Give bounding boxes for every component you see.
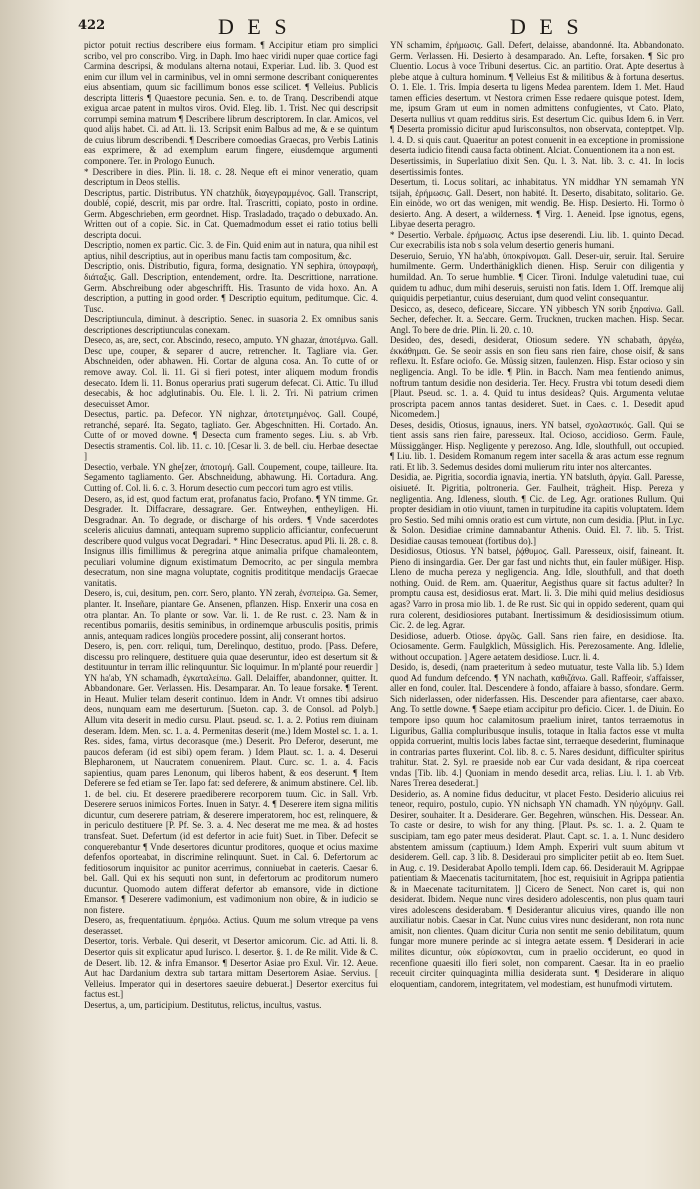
dictionary-entry: Desertus, a, um, participium. Destitutus, relictus, incultus, vastus.	[84, 999, 322, 1010]
dictionary-entry: Descriptiuncula, diminut. à descriptio. Senec. in suasoria 2. Ex omnibus sanis descriptiones descriptiunculas conexam.	[84, 314, 378, 335]
dictionary-entry: * Desertio. Verbale. ἐρήμωσις. Actus ipse deserendi. Liu. lib. 1. quinto Decad. Cur execrabilis ista nob s sola velum desertio generis humani.	[390, 229, 684, 251]
dictionary-entry: Desideo, des, desedi, desiderat, Otiosum sedere. ΥΝ schabath, ἀργέω, ἐκκάθημαι. Ge. Se seoir assis en son fieu sans rien faire, chose oisif, & sans reflexu. It. Esfare ociofo. Ge. Müssig sitzen, faulenzen. Hisp. Estar ocioso y sin negligencia. Angl. To be idle. ¶ Plin. in Bacch. Nam mea fentiendo animus, noftrum tantum desidie non desideria. Ter. Hecy. Frustra vbi totum desedi diem [Plaut. Pseud. sc. 1. a. 4. Quid tu intus desideas? Quis. Argumenta velutae proscripta pacem annos tantas desideret. Suet. in Caes. c. 1. Desedit apud Nicomedem.]	[390, 335, 684, 420]
dictionary-entry: Desiderio, as. A nomine fidus deducitur, vt placet Festo. Desiderio alicuius rei teneor, requiro, postulo, cupio. ΥΝ nichsaph ΥΝ chamadh. ΥΝ ηὐχόμην. Gall. Desirer, souhaiter. It a. Desiderare. Ger. Begehren, wünschen. His. Dessear. An. To caste or desire, to wish for any thing. [Plaut. Ps. sc. 1. a. 2. Quam te suscipiam, tam ego pater meus desiderat. Plaut. Capt. sc. 1. a. 1. Nunc desidero abstentem amissum (captiuum.) Idem Amph. Experiri vult suum abitum vt desiderem. Gell. cap. 3 lib. 8. Desideraui pro simpliciter petiit ab eo. Item Suet. in Aug. c. 19. Desiderabat Apollo templi. Idem cap. 66. Desiderauit M. Agrippae patientiam & Maecenatis taciturnitatem, [hoc est, requisiuit in Agrippa patientia & in Maecenate taciturnitatem. ]] Cicero de Senect. Non caret is, qui non desiderat. Ibidem. Neque nunc vires desidero adolescentis, non plus quam tauri vires adolescens desiderabam. ¶ Desiderantur alicuius vires, quando ille non auxiliatur nobis. Caesar in Cat. Nunc cuius vires nunc desiderant, non rota nunc amisit, non clientes. Quam dicitur Curia non sentit me senio debilitatum, quum fungar more munere perinde ac si integra aetate essem. ¶ Desiderari in acie milites dicuntur, οὐκ εὑρίσκονται, cum in praelio occiderunt, eo quod in recenfione quaesiti illo fieri solet, non comparent. Caesar. Ita in eo praelio receuit circiter quinquaginta millia desiderata sunt. ¶ Desiderare in aliquo eloquentiam, candorem, integritatem, vel modestiam, est hunufmodi virtutem.	[390, 788, 684, 989]
dictionary-entry: * Describere in dies. Plin. li. 18. c. 28. Neque eft ei minor veneratio, quam descriptum in Deos stellis.	[84, 166, 378, 188]
dictionary-entry: Desero, as, id est, quod factum erat, profanatus facio, Profano. ¶ ΥΝ timme. Gr. Desgrader. It. Diffacrare, dessagrare. Ger. Entweyhen, entheyligen. Hi. Desgradnar. An. To degrade, or discharge of his orders. ¶ Vnde sacerdotes sceleris alicuius damnati, antequam supremo supplicio afficiantur, confecuerunt describere quod vulgus vocat Degradari. * Hinc Desecratus. apud Pli. li. 28. c. 8. Insignus illis fimillimus & peregrina atque animalia prifque chamaleontem, peculiari volumine dignum existimatum Democrito, ac per singula membra desecratum, non sine magna voluptate, cognitis prodititque mendacijs Graecae vanitatis.	[84, 493, 378, 588]
dictionary-entry: pictor potuit rectius describere eius formam. ¶ Accipitur etiam pro simplici scribo, vel pro conscribo. Virg. in Daph. Imo haec viridi nuper quae cortice fagi Carmina descripsi, & modulans alterna notaui, Experiar. Lud. lib. 3. Quod est enim cur illum vel in carminibus, vel in omni sermone describant coniquerentes eius absentiam, quum sic facillimum bonos esse scilicet. ¶ Velleius. Publicis descripta litteris ¶ Quaestore pecunia. Sen. e. to. de Tranq. Describendi atque exigua arcae patent in multos viros. Ovid. Eleg. lib. 1. Trist. Nec qui descripsit corrumpi semina matrum ¶ Describere librum descriptorem. In clar. Amicos, vel quod alijs habet. Ci. ad Att. li. 13. Scripsit enim Balbus ad me, & e se quintum de cuius librum describendi. ¶ Describere comoedias Graecas, pro Verbis Latinis eas exprimere, & ad exemplum earum fingere, eiusdemque argumenti componere. Ter. in Prologo Eunuch.	[84, 40, 378, 167]
dictionary-entry: Deses, desidis, Otiosus, ignauus, iners. ΥΝ batsel, σχολαστικός. Gall. Qui se tient assis sans rien faire, paresseux. Ital. Ocioso, accidioso. Germ. Faule, Müssiggänger. Hisp. Negligente y perezoso. Ang. Idle, slouthfull, out occupied. ¶ Liu. lib. 1. Desidem Romanum regem inter sacella & aras actum esse regnum rati. Et lib. 3. Sedemus desides domi mulierum ritu inter nos altercantes.	[390, 419, 684, 472]
dictionary-entry: Descriptio, onis. Distributio, figura, forma, designatio. ΥΝ sephira, ὑπογραφή, διάταξις. Gall. Description, entendement, ordre. Ita. Descrittione, narratione. Germ. Abschreibung oder abgeschrifft. His. Trasunto de vida hoxo. An. A description, a putting in good order. ¶ Descriptio equitum, peditumque. Cic. 4. Tusc.	[84, 261, 378, 314]
dictionary-entry: Desectus, partic. pa. Defecor. ΥΝ nighzar, ἀποτετμημένος. Gall. Coupé, retranché, separé. Ita. Segato, tagliato. Ger. Abgeschnitten. Hi. Cortado. An. Cutte of or moved downe. ¶ Desecta cum framento seges. Liu. s. ab Vrb. Desectis stramentis. Col. lib. 11. c. 10. [Cesar li. 3. de bell. ciu. Herbae desectae ]	[84, 409, 378, 462]
page-number: 422	[78, 18, 106, 33]
right-column	[390, 40, 684, 1180]
text-columns	[84, 40, 684, 1180]
left-column	[84, 40, 378, 1180]
dictionary-entry: Desero, is, pen. corr. reliqui, tum, Derelinquo, destituo, prodo. [Pass. Defere, discessu pro relinquere, destituere quia quae deseruntur, ideo est desertum sit & destituuntur in terram illic relinquuntur. Sic loquimur. In m'planté pour reuerdir ] ΥΝ ha'ab, ΥΝ schamadh, ἐγκαταλείπω. Gall. Delaiffer, abandonner, quitter. It. Abbandonare. Ger. Verlassen. His. Desamparar. An. To leaue forsake. ¶ Terent. in Heaut. Mulier telam deserit continuo. Idem in Andr. Vt omnes tibi adsiruo deos, nunquam eam me deserturum. [Sueton. cap. 3. de Consol. ad Polyb.] Allum vita deserit in medio cursu. Plaut. pseud. sc. 1. a. 2. Potius rem diuinam deseram. Idem. Men. sc. 1. a. 4. Permenitas deserit (me.) Idem Mostel sc. 1. a. 1. Res. sides, fama, virtus decorasque (me.) Deserit. Pro Deferor, deserunt, me paucos deferam (id est sibi) opem feram. ) Idem Plaut. sc. 1. a. 4. Deserui Blepharonem, ut Naucratem conuenirem. Plaut. Curc. sc. 1. a. 4. Facis sapientius, quam pares Lenonum, qui liberos habent, & eos deserunt. ¶ Item Deferere se fed etiam se Ter. Iapo fat: sed deferere, & animum abstinere. Cel. lib. 1. de bel. ciu. Et deserere praediberere recorporem tuum. Cic. in Sall. Vrb. Deserere seruos inimicos Fortes. Inuen in Satyr. 4. ¶ Deserere item signa militis dicuntur, cum deserere patriam, & deserere imperatorem, hoc est, relinquere, & in periculo destituere [P. Pf. Se. 3. a. 4. Nec deserat me me mea. & ad hostes transfeat. Suet. Defertum (id est defertor in acie fuit) Suet. in Tiber. Defecit se conquerebantur ¶ Vnde desertores dicuntur proditores, quoque et ocius maxime defenfos oporteabat, in discrimine relinquunt. Suet. in Cal. 6. Defertorum ac feditiosorum inquisitor ac punitor acerrimus, conniuebat in caeteris. Caesar 6. bel. Gall. Qui ex his sequuti non sunt, in defertorum ac proditorum numero ducuntur. Quomodo autem differat defertor ab emansore, vide in dictione Emansor. ¶ Deserere vadimonium, est vadimonium non obire, & in iudicio se non fistere.	[84, 641, 378, 915]
dictionary-entry: Desidiose, aduerb. Otiose. ἀργῶς. Gall. Sans rien faire, en desidiose. Ita. Ociosamente. Germ. Faulgklich, Müssiglich. His. Perezosamente. Ang. Idlelie, without occupation. ] Agere aetatem desidiose. Lucr. li. 4.	[390, 630, 684, 662]
dictionary-entry: Desicco, as, deseco, deficeare, Siccare. ΥΝ yibbesch ΥΝ sorib ξηραίνω. Gall. Secher, defecher. It. a. Seccare. Germ. Trucknen, trucken machen. Hisp. Secar. Angl. To bere de drie. Plin. li. 20. c. 10.	[390, 303, 684, 335]
dictionary-entry: Desertissimis, in Superlatiuo dixit Sen. Qu. l. 3. Nat. lib. 3. c. 41. In locis desertissimis fontes.	[390, 156, 684, 177]
dictionary-entry: Desero, is, cui, desitum, pen. corr. Sero, planto. ΥΝ zerah, ἐνσπείρω. Ga. Semer, planter. It. Inseñare, piantare Ge. Ansenen, pflanzen. Hisp. Enxerir una cosa en otra plantar. An. To plante or sow. Var. li. 1. de Re rust. c. 23. Nam & in recentibus pomariis, desitis seminibus, in ordinemque arbusculis positis, primis annis, antequam radices longiùs procedere possint, alij conserant hortos.	[84, 588, 378, 641]
dictionary-entry: Desido, is, desedi, (nam praeteritum à sedeo mutuatur, teste Valla lib. 5.) Idem quod Ad fundum defcendo. ¶ ΥΝ nachath, καθιζάνω. Gall. Raffeoir, s'affaisser, aller en fond, couler. Ital. Descendere à fondo, affaiare à basso, sfondare. Germ. Sich niderlassen, oder niderfassen. His. Descender para afientarse, caer abaxo. Ang. To settle downe. ¶ Saepe etiam accipitur pro deficio. Cicer. 1. de Diuin. Eo tempore ipso quum hoc calamitosum praelium iniret, tantos terraemotus in Liguribus, Gallia compluribusque insulis, totaque in Italia factos esse vt multa oppida corruerint, multis locis labes factae sint, terraeque desederint, fluminaque in contrarias partes fluxerint. Col. lib. 8. c. 5. Nares desidunt, difficulter spiritus trahitur. Stat. 2. Syl. re praeside nob ear Cur vada desidant, & ripa coerceat vndas [Tib. lib. 4.] Quoniam in mendo desedit arca, relias. Liu. l. 1. ab Vrb. Nares Trerea desederat.]	[390, 662, 684, 789]
dictionary-entry: Desectio, verbale. ΥΝ ghe[zer, ἀποτομή. Gall. Coupement, coupe, tailleure. Ita. Segamento tagliamento. Ger. Abschneidung, abhawung. Hi. Cortadura. Ang. Cutting of. Col. li. 6. c. 3. Horum desectio cum peccori tum agro est vtilis.	[84, 461, 378, 493]
binding-shadow	[0, 0, 70, 1189]
running-head-right: D E S	[510, 14, 583, 39]
dictionary-entry: Desidia, ae. Pigritia, socordia ignavia, inertia. ΥΝ batsluth, ἀργία. Gall. Paresse, oisiueté. It. Pigritia, poltroneria. Ger. Faulheit, trägheit. Hisp. Pereza y negligentia. Ang. Idleness, slouth. ¶ Cic. de Leg. Agr. orationes Rullum. Qui propter desidiam in otio viuunt, tamen in turpitudine ita capitis voluptatem. Idem pro Sestio. Sed mihi omnis oratio est cum virtute, non cum desidia. [Plut. in Lyc. & Solon. Desidiae crimine damnabantur Athenis. Ouid. El. 7. lib. 5. Trist. Desidiae causas temoueat (fortibus do).]	[390, 472, 684, 546]
dictionary-entry: Deseco, as, are, sect, cor. Abscindo, reseco, amputo. ΥΝ ghazar, ἀποτέμνω. Gall. Desc upe, couper, & separer d aucre, retrencher. It. Tagliare via. Ger. Abschneiden, oder abhawen. Hi. Cortar de alguna cosa. An. To cutte of or remove away. Col. li. 11. Gi si fieri potest, inter aliquem modum frondis desecato. Idem li. 11. Bonus operarius prati sugerum defecat. Ci. Attic. Tu illud desecabis, & hoc adglutinabis. Ou. Ele. l. li. 2. Tri. Ni patrium crimen desecuisset Amor.	[84, 335, 378, 409]
page-header	[0, 14, 700, 40]
dictionary-entry: Desero, as, frequentatiuum. ἐρημόω. Actius. Quum me solum vtreque pa vens deserasset.	[84, 915, 378, 936]
dictionary-entry: ΥΝ schamim, ἐρήμωσις. Gall. Defert, delaisse, abandonné. Ita. Abbandonato. Germ. Verlassen. Hi. Desierto à desamparado. An. Lefte, forsaken. ¶ Sic pro Cluentio. Locus à voce Tribuni desertus. Cic. an partitio. Orat. Apte desertus à plebe atque à cultura hominum. ¶ Velleius Est & militibus & à fortuna desertus. O. 1. Ele. 1. Tris. Impia deserta tu ligens Medea parentem. Idem 1. Met. Haud tamen efficies desertum. vt Nestora crimen Esse redaere quisque potest. Idem, me, ipsum Gram ut eum in nomen admittens confugientes, vt Cato. Plato, Deserta nullius vt quam redditus siris. Est desertum Cic. quibus Idem 6. in Verr. ¶ Deserta promissio dicitur apud Iurisconsultos, non observata, conteptpet. Vlp. l. 4. D. si quis caut. Quaeritur an potest conuenit in ea exceptione in promissione deserta iudicio fitendi causa facta obtinent. Alciat. Conuentionem ita a non est.	[390, 40, 684, 156]
dictionary-entry: Deseruio, Seruio, ΥΝ ha'abh, ὑποκρίνομαι. Gall. Deser-uir, seruir. Ital. Seruire humilmente. Germ. Underthänigklich dienen. Hisp. Seruir con diligentia y humildad. An. To serue humblie. ¶ Cicer. Tironi. Indulge valetudini tuae, cui quidem tu adhuc, dum mihi deseruis, seruisti non fatis. Idem 1. Off. Iremque alij quiquidis perpetiantur, cuius deseruiant, dum quod velint consequantur.	[390, 250, 684, 304]
dictionary-entry: Descriptus, partic. Distributus. ΥΝ chatzhük, διαγεγραμμένος. Gall. Transcript, doublé, copié, descrit, mis par ordre. Ital. Trascritti, copiato, posto in ordine. Germ. Abgeschrieben, erm geordnet. Hisp. Trasladado, traçado o debuxado. An. Written out of a copie. Sic. in Cat. Quemadmodum esset ei ratio totius belli descripta docui.	[84, 187, 378, 240]
dictionary-entry: Desidiosus, Otiosus. ΥΝ batsel, ῥᾴθυμος. Gall. Paresseux, oisif, faineant. It. Pieno di insingardia. Ger. Der gar fast und nichts thut, ein fauler müßiger. Hisp. Lleno de mucha pereza y negligencia. Ang. Idle, slouthfull, and that doeth nothing. Ouid. de Rem. am. Quaeritur, Aegisthus quare sit factus adulter? In promptu causa est, desidiosus erat. Mart. li. 3. Die mihi quid melius desidiosus agas? Varro in prosa mio lib. 1. de Re rust. Sic qui in oppido sederent, quam qui rura colerent, desidiosiores putabant. Inertissimum & desidiosissimum otium. Cic. 2. de leg. Agrar.	[390, 546, 684, 631]
dictionary-entry: Desertum, ti. Locus solitari, ac inhabitatus. ΥΝ middhar ΥΝ semamah ΥΝ tsijah, ἐρήμωσις. Gall. Desert, non habité. It. Deserto, disabitato, solitario. Ge. Ein einöde, wo ort das wenigen, mit wendig. Be. Hisp. Desierto. Hi. Tormo ò desierto. Ang. A desert, a wilderness. ¶ Virg. 1. Aeneid. Ipse ignotus, egens, Libyae deserta peragro.	[390, 177, 684, 230]
dictionary-entry: Desertor, toris. Verbale. Qui deserit, vt Desertor amicorum. Cic. ad Atti. li. 8. Desertor quis sit explicatur apud Iurisco. l. desertor. §. 1. de Re milit. Vide & C. de Desert. lib. 12. & infra Emansor. ¶ Desertor Asiae pro Exul. Vir. 12. Aeue. Aut hac Dardanium dextra sub tartara mittam Desertorem Asiae. Servius. [ Velleius. Imperator qui in desertores saeuire debuerat.] Desertor exercitus fui factus est.]	[84, 936, 378, 1000]
dictionary-entry: Descriptio, nomen ex partic. Cic. 3. de Fin. Quid enim aut in natura, qua nihil est aptius, nihil descriptius, aut in operibus manu factis tam compositum, &c.	[84, 240, 378, 261]
running-head-left: D E S	[218, 14, 291, 39]
